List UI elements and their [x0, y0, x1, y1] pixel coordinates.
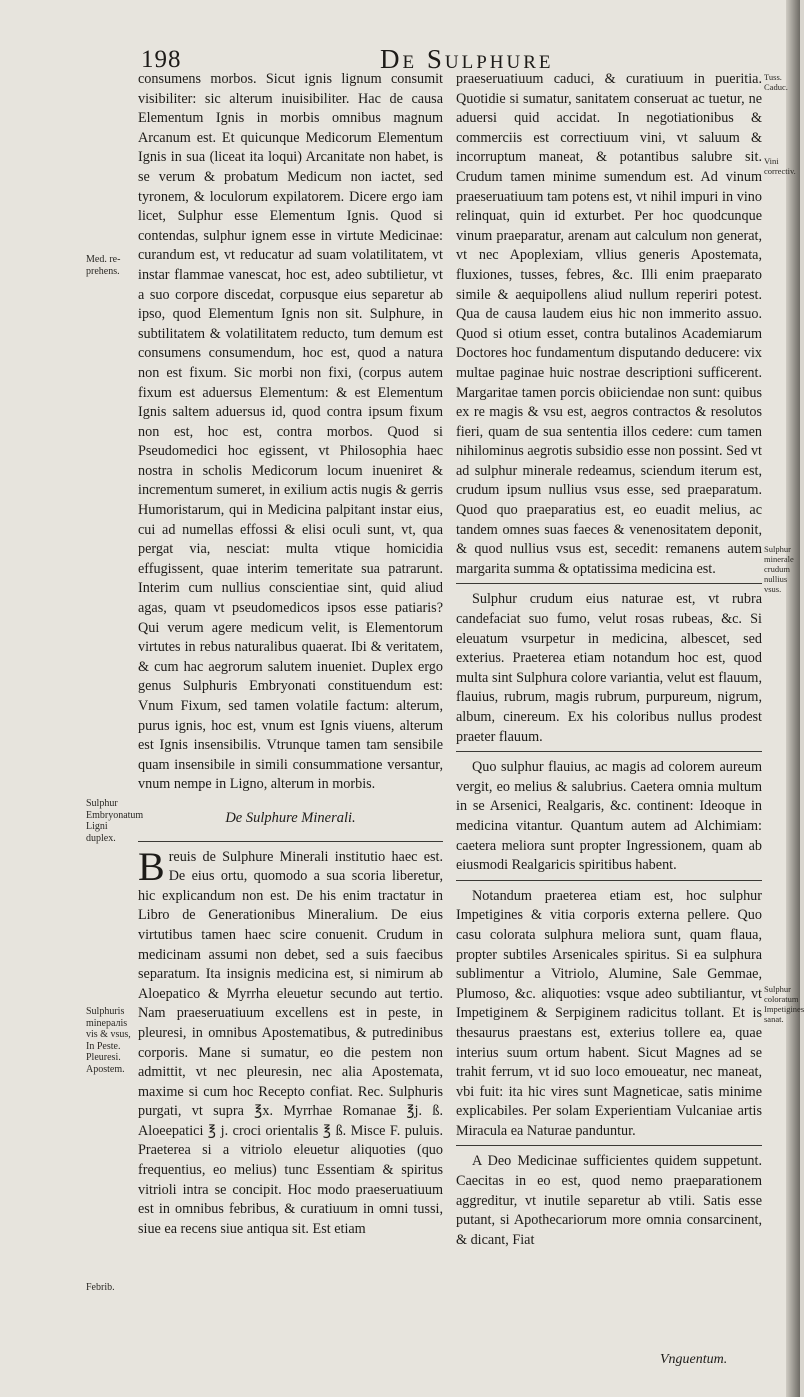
left-column: [138, 70, 443, 1239]
page-edge-shadow: [786, 0, 800, 1397]
margin-note-left-3: Sulphuris minералis vis & vsus, In Peste. Pleuresi. Apostem.: [86, 1006, 131, 1075]
margin-note-right-1: Tuss. Caduc.: [764, 72, 788, 92]
right-paragraph: A Deo Medicinae sufficientes quidem suppetunt. Caecitas in eo est, quod nemo praeparationem aggreditur, vt inutile separetur ab vtili. Satis esse putant, si Apothecariorum more omnia consarcinent, & dicant, Fiat: [456, 1153, 762, 1248]
margin-note-left-1: Med. re-prehens.: [86, 254, 121, 277]
margin-note-right-2: Vini correctiv.: [764, 156, 796, 176]
paragraph-rule: [456, 1145, 762, 1146]
paragraph-rule: [456, 880, 762, 881]
right-paragraph: Quo sulphur flauius, ac magis ad colorem aureum vergit, eo melius & salubrius. Caetera omnia multum in se Arsenici, Realgaris, &c. continent: Ideoque in medicina vitantur. Quantum autem ad Alchimiam: caetera meliora sunt propter Ingressionem, quam ab eiusmodi Realgaricis spiritibus habent.: [456, 759, 762, 874]
catchword: Vnguentum.: [660, 1352, 728, 1367]
right-paragraph: Notandum praeterea etiam est, hoc sulphur Impetigines & vitia corporis externa pellere. Quo casu colorata sulphura meliora sunt, quam flaua, propter subtiles Arsenicales spiritus. Si ea sulphura sublimentur a Vitriolo, Alumine, Sale Gemmae, Plumoso, &c. aliquoties: vsque adeo subtiliantur, vt Impetiginem & Serpiginem radicitus tollant. Et is thesaurus praestans est, exterius tollere ea, quae interius suum ortum habent. Sicut Magnes ad se trahit ferrum, vt id suo loco emoueatur, nec maneat, vbi fuit: ita hic vires sunt Magneticae, satis minime explicabiles. Per solam Experientiam Vulcaniae artis Miracula ea Naturae panduntur.: [456, 887, 762, 1139]
running-title: De Sulphure: [380, 44, 554, 74]
margin-note-left-2: Sulphur Embryonatum Ligni duplex.: [86, 798, 144, 844]
right-paragraph: praeseruatiuum caduci, & curatiuum in pueritia. Quotidie si sumatur, sanitatem conseruat ac tuetur, ne aduersi quid accidat. In negotiationibus & commerciis est correctiuum vini, vt saluum & incorruptum maneat, & potantibus salubre sit. Crudum tamen minime sumendum est. Ad vinum praeseruatiuum tam potens est, vt nihil impuri in vino relinquat, quin id exturbet. Per hoc quodcunque vinum praeparatur, arenam aut calculum non generat, vt nec Apoplexiam, vllius generis Apostemata, fluxiones, tusses, febres, &c. Illi enim praeparato simile & aequipollens aliud nullum reperiri potest. Qua de causa laudem eius hic non immerito assuo. Quod si otium esset, contra butalinos Academiarum Doctores hoc fundamentum disputando deducere: vix multae paginae huic nostrae descriptioni sufficerent. Margaritae tamen porcis obiiciendae non sunt: quibus ex re magis & vsu est, aegros contractos & resolutos fieri, quam de sua sententia illos cedere: cum tamen nihilominus aegrotis subsidio esse non possint. Sed vt ad sulphur minerale redeamus, sciendum iterum est, crudum ipsum nullius vsus esse, sed praeparatum. Quod quo praeparatius est, eo euadit melius, ac tandem omnes suas faeces & venenositatem deponit, & quod nullius vsus est, secedit: remanens autem margarita summa & optatissima medicina est.: [456, 71, 762, 577]
section-rule: [138, 841, 443, 842]
paragraph-rule: [456, 583, 762, 584]
right-column: [456, 70, 762, 1250]
left-paragraph: consumens morbos. Sicut ignis lignum consumit visibiliter: sic alterum inuisibiliter. Hac de causa Elementum Ignis in morbis omnibus magnum Arcanum est. Et quicunque Medicorum Elementum Ignis in sua (liceat ita loqui) Arcanitate non habet, is se verum & probatum Medicum non iactet, sed tyronem, & loculorum expilatorem. Dicere ergo iam licet, Sulphur esse Elementum Ignis. Quod si contendas, sulphur ignem esse in virtute Medicinae: curandum est, vt reducatur ad suam volatilitatem, vt instar flammae vanescat, hoc est, adeo subtilietur, vt a suo corpore discedat, corpusque eius separetur ab ipso, quod Elementum Ignis non sit. Sulphure, in subtilitatem & volatilitatem reducto, tum demum est consumens consumendum, hoc est, quod a natura non est fixum. Sic morbi non fixi, (corpus autem fixum est aduersus Elementum: & est Elementum Ignis saltem aduersus id, quod contra ipsum fixum non est, hoc est, contra morbos. Quod si Pseudomedici hoc egissent, vt Philosophia haec nostra in scholis Medicorum locum inueniret & incrementum sumeret, in exilium actis nugis & gerris Humoristarum, qui in Medicina palpitant instar eius, cui ad numellas effossi & elisi oculi sunt, vt, qua pergat via, nesciat: multa vtique homicidia effugissent, quae interim temeritate sua patrarunt. Interim cum nullius conscientiae sint, quid aliud agas, quam vt pseudomedicos ipsos esse patiaris? Qui verum agere medicum velit, is Elementorum virtutes in rebus naturalibus quaerat. Ibi & veritatem, & cum hac aegrorum salutem inueniet. Duplex ergo genus Sulphuris Embryonati constituendum est: Vnum Fixum, sed tamen volatile factum: alterum, purus ignis, hoc est, vnum est Ignis viuens, alterum est Ignis insensibilis. Vtrunque tamen tam sensibile quam insensibile in simili consummatione versantur, vnum nempe in Ligno, alterum in morbis.: [138, 71, 443, 793]
section-heading: De Sulphure Minerali.: [225, 809, 356, 826]
margin-note-right-4: Sulphur coloratum Impetigines sanat.: [764, 984, 804, 1024]
paragraph-rule: [456, 751, 762, 752]
margin-note-right-3: Sulphur minerale crudum nullius vsus.: [764, 544, 794, 594]
right-paragraph: Sulphur crudum eius naturae est, vt rubra candefaciat suo fumo, velut rosas rubeas, &c. Si eleuatum vsurpetur in medicina, albescet, sed exterius. Praeterea etiam notandum hoc est, quod multa sint Sulphura colore variantia, velut est flauum, flauius, rubrum, magis rubrum, purpureum, nigrum, album, cinereum. Ex his coloribus nullus prodest praeter flauum.: [456, 591, 762, 745]
page-number: 198: [141, 46, 182, 73]
margin-note-left-4: Febrib.: [86, 1282, 115, 1293]
left-paragraph-section: Breuis de Sulphure Minerali institutio haec est. De eius ortu, quomodo a sua scoria liberetur, hic explicandum non est. De his enim tractatur in Libro de Generationibus Mineralium. De eius virtutibus tamen haec scire conuenit. Crudum in medicinam assumi non debet, sed a suis faecibus separatum. Ita insignis medicina est, si nimirum ab Aloepatico & Myrrha eleuetur secundo aut tertio. Nam praeseruatiuum excellens est in peste, in pleuresi, in omnibus Apostematibus, & putredinibus corporis. Mane si sumatur, eo die pestem non admittit, vt nec pleuresin, nec alia Apostemata, maxime si cum hoc Recepto confiat. Rec. Sulphuris purgati, vt supra ℥x. Myrrhae Romanae ℥j. ß. Aloeepatici ℥ j. croci orientalis ℥ ß. Misce F. puluis. Praeterea si a vitriolo eleuetur aliquoties (quo frequentius, eo melius) tunc Essentiam & spiritus vitrioli intra se concipit. Hoc modo praeseruatiuum est in omnibus febribus, & curatiuum in omni tussi, siue ea recens siue antiqua sit. Est etiam: [138, 843, 443, 1237]
